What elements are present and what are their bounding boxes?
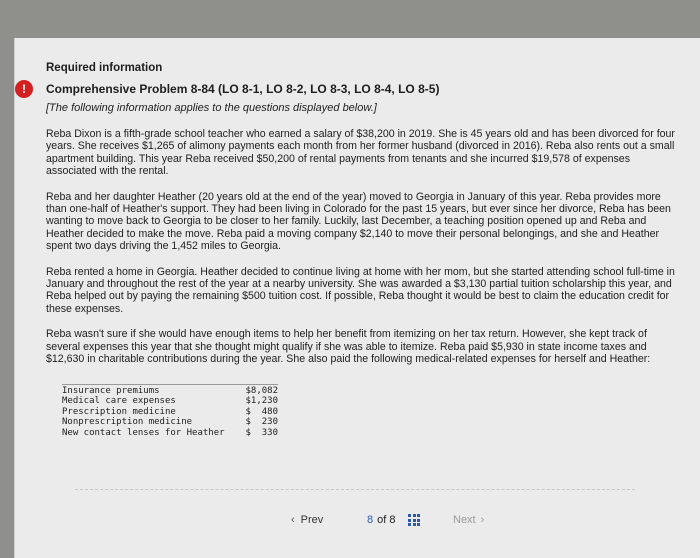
expense-amount: $1,230: [245, 396, 278, 406]
expense-amount: $8,082: [245, 385, 278, 396]
paragraph-2: Reba and her daughter Heather (20 years old at the end of the year) moved to Georgia in January of this year. Reba provides more than one-half of Heather's support. They had been living in Colorado for the past 15 years, but ever since her divorce, Reba has been wanting to move back to Georgia to be closer to her family. Luckily, last December, a teaching position opened up and Reba and Heather decided to make the move. Reba paid a moving company $2,140 to move their personal belongings, and she and Heather spent two days driving the 1,452 miles to Georgia.: [46, 190, 671, 253]
next-label: Next: [453, 514, 476, 526]
current-page: 8: [367, 514, 374, 526]
required-info-heading: Required information: [46, 62, 163, 74]
paragraph-3: Reba rented a home in Georgia. Heather decided to continue living at home with her mom, but she started attending school full-time in January and throughout the rest of the year at a nearby university. She was awarded a $3,130 partial tuition scholarship this year, and Reba helped out by paying the remaining $500 tuition cost. If possible, Reba thought it would be best to claim the education credit for these expenses.: [46, 265, 675, 315]
expense-label: Prescription medicine: [62, 406, 176, 417]
pagination-bar: [15, 504, 700, 534]
paragraph-1: Reba Dixon is a fifth-grade school teacher who earned a salary of $38,200 in 2019. She is 45 years old and has been divorced for four years. She receives $1,265 of alimony payments each month from her former husband (divorced in 2016). Reba also rents out a small apartment building. This year Reba received $50,200 of rental payments from tenants and she incurred $19,578 of expenses associated with the rental.: [46, 128, 675, 178]
prev-label: Prev: [300, 514, 324, 526]
paragraph-4: Reba wasn't sure if she would have enough items to help her benefit from itemizing on her tax return. However, she kept track of several expenses this year that she thought might qualify if she was able to itemize. Reba paid $5,930 in state income taxes and $12,630 in charitable contributions during the year. She also paid the following medical-related expenses for herself and Heather:: [46, 328, 651, 366]
page-indicator: [367, 510, 395, 530]
expense-label: Nonprescription medicine: [62, 417, 193, 427]
question-panel: [14, 38, 700, 558]
expense-amount: $ 230: [245, 417, 278, 427]
table-row: [62, 407, 278, 418]
intro-note: [The following information applies to the questions displayed below.]: [46, 102, 377, 114]
expense-amount: $ 480: [245, 406, 278, 417]
divider: [75, 489, 635, 490]
chevron-right-icon: ›: [480, 514, 485, 526]
grid-icon[interactable]: [408, 514, 420, 526]
table-row: [62, 386, 278, 397]
page-total: of 8: [377, 514, 396, 526]
problem-content: [46, 62, 676, 438]
next-button[interactable]: [453, 510, 523, 530]
problem-title: Comprehensive Problem 8-84 (LO 8-1, LO 8-2, LO 8-3, LO 8-4, LO 8-5): [46, 82, 440, 96]
prev-button[interactable]: [291, 510, 357, 530]
table-row: [62, 417, 278, 428]
expense-label: New contact lenses for Heather: [62, 427, 225, 438]
table-row: [62, 396, 278, 407]
expense-label: Insurance premiums: [62, 385, 160, 396]
expense-amount: $ 330: [245, 427, 278, 438]
table-row: [62, 428, 278, 439]
chevron-left-icon: ‹: [291, 514, 295, 526]
medical-expenses-table: [62, 384, 278, 439]
expense-label: Medical care expenses: [62, 396, 176, 406]
alert-icon: !: [15, 80, 33, 98]
